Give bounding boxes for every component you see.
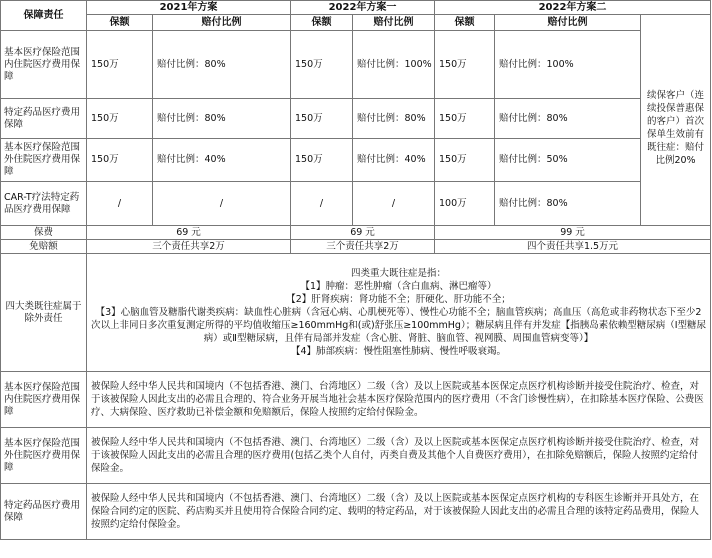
row-amount-2022b: 150万 <box>435 139 495 182</box>
header-coverage: 保障责任 <box>1 1 87 31</box>
row-label: 特定药品医疗费用保障 <box>1 99 87 139</box>
row-ratio-2022a: 赔付比例：100% <box>353 31 435 99</box>
header-amount-3: 保额 <box>435 15 495 31</box>
row-ratio-2021: / <box>153 182 291 226</box>
row-amount-2021: 150万 <box>87 31 153 99</box>
row-ratio-2021: 赔付比例：80% <box>153 31 291 99</box>
row-amount-2022a: 150万 <box>291 139 353 182</box>
premium-2021: 69 元 <box>87 226 291 240</box>
row-ratio-2021: 赔付比例：40% <box>153 139 291 182</box>
row-amount-2021: 150万 <box>87 139 153 182</box>
deductible-2022b: 四个责任共享1.5万元 <box>435 240 711 254</box>
row-amount-2022b: 150万 <box>435 31 495 99</box>
premium-2022a: 69 元 <box>291 226 435 240</box>
exclusion-content <box>87 254 711 372</box>
desc-label: 基本医疗保险范围内住院医疗费用保障 <box>1 372 87 428</box>
exclusion-item: 【4】肺部疾病：慢性阻塞性肺病、慢性呼吸衰竭。 <box>290 346 507 357</box>
desc-label: 特定药品医疗费用保障 <box>1 484 87 540</box>
row-label: CAR-T疗法特定药品医疗费用保障 <box>1 182 87 226</box>
desc-label: 基本医疗保险范围外住院医疗费用保障 <box>1 428 87 484</box>
deductible-2021: 三个责任共享2万 <box>87 240 291 254</box>
exclusion-title: 四类重大既往症是指： <box>350 268 446 279</box>
deductible-2022a: 三个责任共享2万 <box>291 240 435 254</box>
row-amount-2021: 150万 <box>87 99 153 139</box>
deductible-label: 免赔额 <box>1 240 87 254</box>
header-plan-2021: 2021年方案 <box>87 1 291 15</box>
row-amount-2022a: 150万 <box>291 99 353 139</box>
row-ratio-2022a: / <box>353 182 435 226</box>
exclusion-label: 四大类既往症属于除外责任 <box>1 254 87 372</box>
renewal-note: 续保客户（连续投保普惠保的客户）首次保单生效前有既往症：赔付比例20% <box>641 31 711 226</box>
header-plan-2022-a: 2022年方案一 <box>291 1 435 15</box>
row-amount-2022b: 150万 <box>435 99 495 139</box>
row-ratio-2022a: 赔付比例：40% <box>353 139 435 182</box>
exclusion-item: 【1】肿瘤：恶性肿瘤（含白血病、淋巴瘤等） <box>300 281 497 292</box>
row-label: 基本医疗保险范围内住院医疗费用保障 <box>1 31 87 99</box>
desc-text: 被保险人经中华人民共和国境内（不包括香港、澳门、台湾地区）二级（含）及以上医院或基本医保定点医疗机构的专科医生诊断并开具处方，在保险合同约定的医院、药店购买并且使用符合保险合同约定、载明的特定药品，对于该被保险人因此支出的必需且合理的该特定药品费用，保险人按照约定给付保险金。 <box>87 484 711 540</box>
row-ratio-2022a: 赔付比例：80% <box>353 99 435 139</box>
exclusion-item: 【3】心脑血管及糖脂代谢类疾病：缺血性心脏病（含冠心病、心肌梗死等）、慢性心功能不全；脑血管疾病；高血压（高危或非药物状态下至少2次以上非同日多次重复测定所得的平均值收缩压≥160mmHg和(或)舒张压≥100mmHg）；糖尿病且伴有并发症【指胰岛素依赖型糖尿病（Ⅰ型糖尿病）或Ⅱ型糖尿病，且伴有局部并发症（含心脏、肾脏、脑血管、视网膜、周围血管病变等）】 <box>91 307 707 344</box>
row-ratio-2022b: 赔付比例：100% <box>495 31 641 99</box>
premium-label: 保费 <box>1 226 87 240</box>
row-ratio-2021: 赔付比例：80% <box>153 99 291 139</box>
header-ratio-2: 赔付比例 <box>353 15 435 31</box>
row-label: 基本医疗保险范围外住院医疗费用保障 <box>1 139 87 182</box>
row-ratio-2022b: 赔付比例：80% <box>495 182 641 226</box>
row-ratio-2022b: 赔付比例：50% <box>495 139 641 182</box>
header-ratio-3: 赔付比例 <box>495 15 641 31</box>
desc-text: 被保险人经中华人民共和国境内（不包括香港、澳门、台湾地区）二级（含）及以上医院或基本医保定点医疗机构诊断并接受住院治疗、检查，对于该被保险人因此支出的必需且合理的医疗费用(包括乙类个人自付，丙类自费及其他个人自费医疗费用），在扣除免赔额后，保险人按照约定给付保险金。 <box>87 428 711 484</box>
header-amount-1: 保额 <box>87 15 153 31</box>
header-plan-2022-b: 2022年方案二 <box>435 1 711 15</box>
row-amount-2022a: / <box>291 182 353 226</box>
row-amount-2022b: 100万 <box>435 182 495 226</box>
row-amount-2022a: 150万 <box>291 31 353 99</box>
header-blank <box>641 15 711 31</box>
exclusion-item: 【2】肝肾疾病：肾功能不全；肝硬化、肝功能不全； <box>286 294 511 305</box>
premium-2022b: 99 元 <box>435 226 711 240</box>
row-ratio-2022b: 赔付比例：80% <box>495 99 641 139</box>
desc-text: 被保险人经中华人民共和国境内（不包括香港、澳门、台湾地区）二级（含）及以上医院或基本医保定点医疗机构诊断并接受住院治疗、检查，对于该被保险人因此支出的必需且合理的、符合业务开展当地社会基本医疗保险范围内的医疗费用（不含门诊慢性病），在扣除基本医疗保险、公费医疗、大病保险、医疗救助已补偿金额和免赔额后，保险人按照约定给付保险金。 <box>87 372 711 428</box>
row-amount-2021: / <box>87 182 153 226</box>
header-amount-2: 保额 <box>291 15 353 31</box>
header-ratio-1: 赔付比例 <box>153 15 291 31</box>
